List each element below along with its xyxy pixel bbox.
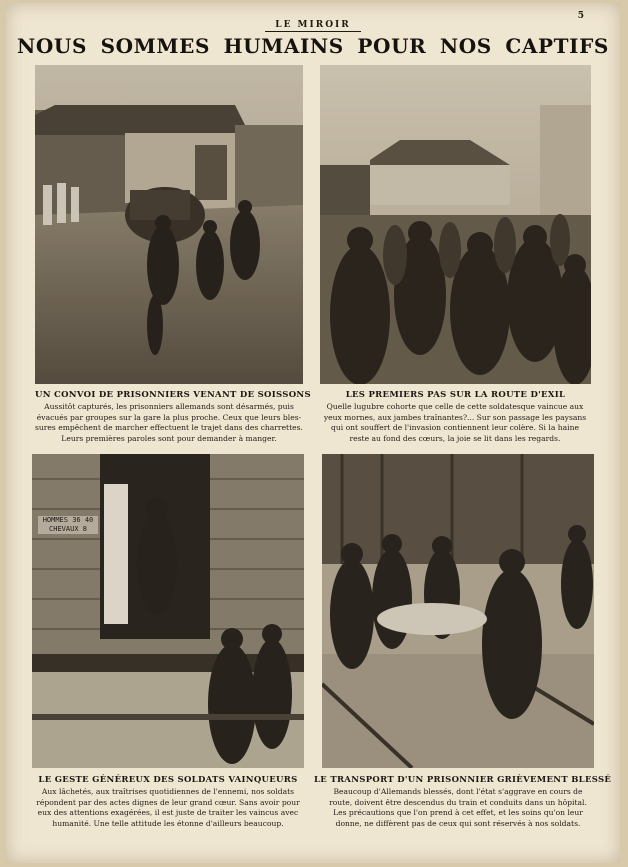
wagon-stencil-line: HOMMES 36 40 (42, 516, 94, 524)
caption-line: qui ont souffert de l'invasion contiennent leur colère. Si la haine (330, 423, 579, 433)
wagon-stencil (38, 516, 98, 534)
caption-line: Aux lâchetés, aux traîtrises quotidiennes de l'ennemi, nos soldats (41, 787, 295, 796)
magazine-page (6, 3, 620, 863)
caption-line: reste au fond des cœurs, la joie se lit dans les regards. (349, 434, 561, 444)
caption-body-convoy (26, 402, 312, 445)
caption-line: évacués par groupes sur la gare la plus proche. Ceux que leurs bles- (36, 412, 302, 422)
caption-body-gesture (20, 787, 316, 830)
caption-title-convoy: UN CONVOI DE PRISONNIERS VENANT DE SOISSONS (35, 390, 311, 400)
caption-line: Les précautions que l'on prend à cet effet, et les soins qu'on leur (333, 808, 583, 818)
caption-line: répondent par des actes dignes de leur grand cœur. Sans avoir pour (36, 797, 300, 807)
photo-prisoner-convoy (35, 65, 303, 384)
caption-line: humanité. Une telle attitude les étonne d'ailleurs beaucoup. (52, 819, 284, 829)
wagon-photo-image (32, 454, 304, 768)
caption-title-gesture: LE GESTE GÉNÉREUX DES SOLDATS VAINQUEURS (38, 775, 298, 785)
caption-body-exile (310, 402, 600, 445)
stretcher-photo-image (322, 454, 594, 768)
photo-generous-gesture (32, 454, 304, 768)
photo-wounded-transport (322, 454, 594, 768)
exile-photo-image (320, 65, 591, 384)
caption-title-transport: LE TRANSPORT D'UN PRISONNIER GRIÈVEMENT BLESSÉ (314, 775, 612, 785)
caption-line: yeux mornes, aux jambes traînantes?... Sur son passage les paysans (323, 412, 587, 422)
caption-title-exile: LES PREMIERS PAS SUR LA ROUTE D'EXIL (345, 390, 566, 400)
caption-line: route, doivent être descendus du train et conduits dans un hôpital. (329, 797, 587, 807)
page-headline: NOUS SOMMES HUMAINS POUR NOS CAPTIFS (17, 34, 609, 58)
caption-line: eux des attentions exagérées, il est juste de traiter les vaincus avec (37, 808, 299, 818)
caption-line: Aussitôt capturés, les prisonniers allemands sont désarmés, puis (44, 402, 294, 411)
caption-line: Beaucoup d'Allemands blessés, dont l'état s'aggrave en cours de (333, 787, 583, 796)
wagon-stencil-line: CHEVAUX 8 (49, 525, 87, 533)
convoy-photo-image (35, 65, 303, 384)
caption-line: Leurs premières paroles sont pour demander à manger. (61, 434, 277, 444)
caption-line: sures empêchent de marcher effectuent le trajet dans des charrettes. (35, 423, 303, 433)
photo-road-to-exile (320, 65, 591, 384)
page-number: 5 (577, 11, 584, 21)
caption-line: donne, ne diffèrent pas de ceux qui sont réservés à nos soldats. (335, 819, 581, 829)
masthead (6, 12, 620, 32)
caption-line: Quelle lugubre cohorte que celle de cette soldatesque vaincue aux (326, 402, 584, 411)
caption-body-transport (310, 787, 606, 830)
magazine-title: LE MIROIR (265, 20, 361, 32)
